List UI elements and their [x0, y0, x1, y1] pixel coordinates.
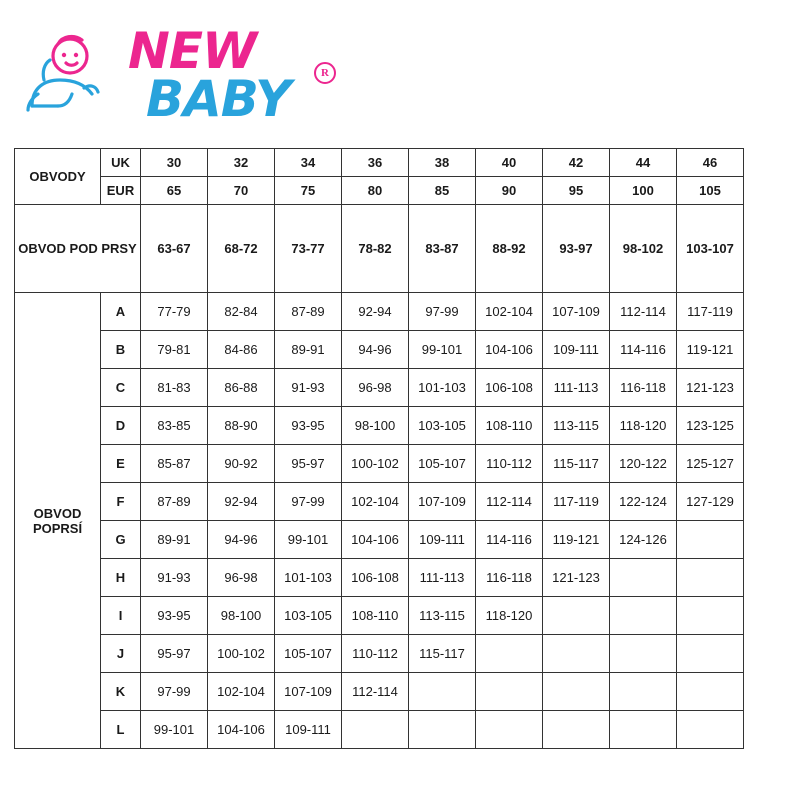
bust-measure-cell: 94-96: [342, 331, 409, 369]
bust-measure-cell: 83-85: [141, 407, 208, 445]
bust-measure-cell: 96-98: [208, 559, 275, 597]
brand-wordmark: [118, 22, 348, 132]
bust-measure-cell: 97-99: [275, 483, 342, 521]
bust-measure-cell: 117-119: [677, 293, 744, 331]
table-row-cup: [15, 711, 744, 749]
uk-size-header: 32: [208, 149, 275, 177]
bust-measure-cell: 123-125: [677, 407, 744, 445]
under-bust-value: 93-97: [543, 205, 610, 293]
empty-cell: [610, 673, 677, 711]
unit-label-uk: UK: [101, 149, 141, 177]
bust-measure-cell: 124-126: [610, 521, 677, 559]
bust-measure-cell: 91-93: [141, 559, 208, 597]
bust-measure-cell: 86-88: [208, 369, 275, 407]
bust-measure-cell: 112-114: [610, 293, 677, 331]
eur-size-header: 100: [610, 177, 677, 205]
bust-measure-cell: 112-114: [342, 673, 409, 711]
bust-measure-cell: 117-119: [543, 483, 610, 521]
bust-measure-cell: 81-83: [141, 369, 208, 407]
bust-measure-cell: 89-91: [141, 521, 208, 559]
eur-size-header: 75: [275, 177, 342, 205]
bust-measure-cell: 99-101: [141, 711, 208, 749]
bust-measure-cell: 101-103: [409, 369, 476, 407]
bust-measure-cell: 104-106: [342, 521, 409, 559]
bust-measure-cell: 87-89: [141, 483, 208, 521]
under-bust-value: 68-72: [208, 205, 275, 293]
bust-measure-cell: 118-120: [476, 597, 543, 635]
bust-measure-cell: 119-121: [677, 331, 744, 369]
table-row-under-bust: [15, 205, 744, 293]
bra-size-table: [14, 148, 744, 749]
bust-measure-cell: 98-100: [208, 597, 275, 635]
brand-word-baby: BABY: [146, 70, 291, 128]
cup-letter: B: [101, 331, 141, 369]
table-row-uk: [15, 149, 744, 177]
table-row-cup: [15, 483, 744, 521]
bust-measure-cell: 100-102: [208, 635, 275, 673]
bust-measure-cell: 102-104: [208, 673, 275, 711]
cup-letter: I: [101, 597, 141, 635]
empty-cell: [476, 673, 543, 711]
empty-cell: [610, 597, 677, 635]
bust-measure-cell: 113-115: [543, 407, 610, 445]
eur-size-header: 65: [141, 177, 208, 205]
bust-measure-cell: 100-102: [342, 445, 409, 483]
eur-size-header: 80: [342, 177, 409, 205]
bust-measure-cell: 92-94: [208, 483, 275, 521]
cup-letter: H: [101, 559, 141, 597]
bust-measure-cell: 87-89: [275, 293, 342, 331]
bust-measure-cell: 103-105: [275, 597, 342, 635]
bust-measure-cell: 93-95: [275, 407, 342, 445]
empty-cell: [543, 673, 610, 711]
empty-cell: [677, 597, 744, 635]
under-bust-value: 103-107: [677, 205, 744, 293]
bust-measure-cell: 102-104: [476, 293, 543, 331]
bust-measure-cell: 109-111: [543, 331, 610, 369]
baby-crawling-icon: [14, 28, 114, 128]
bust-measure-cell: 112-114: [476, 483, 543, 521]
bust-measure-cell: 127-129: [677, 483, 744, 521]
table-row-cup: [15, 673, 744, 711]
bust-measure-cell: 121-123: [677, 369, 744, 407]
bust-measure-cell: 94-96: [208, 521, 275, 559]
bust-measure-cell: 101-103: [275, 559, 342, 597]
cup-letter: E: [101, 445, 141, 483]
table-row-cup: [15, 521, 744, 559]
under-bust-value: 98-102: [610, 205, 677, 293]
eur-size-header: 95: [543, 177, 610, 205]
cup-letter: F: [101, 483, 141, 521]
bust-measure-cell: 125-127: [677, 445, 744, 483]
empty-cell: [543, 635, 610, 673]
bust-measure-cell: 108-110: [342, 597, 409, 635]
empty-cell: [677, 521, 744, 559]
bust-measure-cell: 121-123: [543, 559, 610, 597]
bust-measure-cell: 91-93: [275, 369, 342, 407]
uk-size-header: 42: [543, 149, 610, 177]
table-row-cup: [15, 293, 744, 331]
under-bust-value: 63-67: [141, 205, 208, 293]
bust-measure-cell: 99-101: [409, 331, 476, 369]
empty-cell: [543, 711, 610, 749]
uk-size-header: 36: [342, 149, 409, 177]
bust-measure-cell: 107-109: [275, 673, 342, 711]
table-row-cup: [15, 331, 744, 369]
bust-measure-cell: 98-100: [342, 407, 409, 445]
table-row-eur: [15, 177, 744, 205]
empty-cell: [677, 635, 744, 673]
unit-label-eur: EUR: [101, 177, 141, 205]
bust-measure-cell: 105-107: [275, 635, 342, 673]
bust-measure-cell: 105-107: [409, 445, 476, 483]
bust-measure-cell: 115-117: [409, 635, 476, 673]
bust-measure-cell: 104-106: [476, 331, 543, 369]
empty-cell: [476, 635, 543, 673]
cup-letter: C: [101, 369, 141, 407]
bust-measure-cell: 99-101: [275, 521, 342, 559]
row-label-under-bust: OBVOD POD PRSY: [15, 205, 141, 293]
bust-measure-cell: 109-111: [275, 711, 342, 749]
bust-measure-cell: 89-91: [275, 331, 342, 369]
row-label-obvody: OBVODY: [15, 149, 101, 205]
uk-size-header: 30: [141, 149, 208, 177]
empty-cell: [409, 673, 476, 711]
bust-measure-cell: 114-116: [476, 521, 543, 559]
eur-size-header: 70: [208, 177, 275, 205]
bust-measure-cell: 90-92: [208, 445, 275, 483]
bust-measure-cell: 113-115: [409, 597, 476, 635]
bust-measure-cell: 110-112: [476, 445, 543, 483]
cup-letter: G: [101, 521, 141, 559]
bust-measure-cell: 79-81: [141, 331, 208, 369]
bust-measure-cell: 96-98: [342, 369, 409, 407]
uk-size-header: 44: [610, 149, 677, 177]
eur-size-header: 85: [409, 177, 476, 205]
eur-size-header: 90: [476, 177, 543, 205]
empty-cell: [677, 711, 744, 749]
bust-measure-cell: 82-84: [208, 293, 275, 331]
cup-letter: A: [101, 293, 141, 331]
bust-measure-cell: 102-104: [342, 483, 409, 521]
empty-cell: [476, 711, 543, 749]
uk-size-header: 46: [677, 149, 744, 177]
bust-measure-cell: 85-87: [141, 445, 208, 483]
bust-measure-cell: 111-113: [543, 369, 610, 407]
brand-word-new: NEW: [128, 22, 257, 80]
bust-measure-cell: 118-120: [610, 407, 677, 445]
bust-measure-cell: 111-113: [409, 559, 476, 597]
bust-measure-cell: 104-106: [208, 711, 275, 749]
bust-measure-cell: 120-122: [610, 445, 677, 483]
under-bust-value: 88-92: [476, 205, 543, 293]
bust-measure-cell: 97-99: [409, 293, 476, 331]
empty-cell: [610, 559, 677, 597]
registered-trademark-icon: R: [314, 62, 336, 84]
cup-letter: D: [101, 407, 141, 445]
uk-size-header: 40: [476, 149, 543, 177]
empty-cell: [342, 711, 409, 749]
bust-measure-cell: 106-108: [476, 369, 543, 407]
table-row-cup: [15, 635, 744, 673]
empty-cell: [677, 673, 744, 711]
table-row-cup: [15, 559, 744, 597]
uk-size-header: 38: [409, 149, 476, 177]
bust-measure-cell: 107-109: [543, 293, 610, 331]
bust-measure-cell: 93-95: [141, 597, 208, 635]
bust-measure-cell: 88-90: [208, 407, 275, 445]
table-row-cup: [15, 369, 744, 407]
empty-cell: [610, 711, 677, 749]
under-bust-value: 83-87: [409, 205, 476, 293]
bra-size-table-container: [14, 148, 744, 749]
row-label-bust: OBVOD POPRSÍ: [15, 293, 101, 749]
empty-cell: [610, 635, 677, 673]
table-row-cup: [15, 407, 744, 445]
cup-letter: K: [101, 673, 141, 711]
bust-measure-cell: 108-110: [476, 407, 543, 445]
cup-letter: L: [101, 711, 141, 749]
empty-cell: [543, 597, 610, 635]
bust-measure-cell: 97-99: [141, 673, 208, 711]
bust-measure-cell: 122-124: [610, 483, 677, 521]
bust-measure-cell: 84-86: [208, 331, 275, 369]
brand-logo: [14, 22, 344, 132]
bust-measure-cell: 110-112: [342, 635, 409, 673]
empty-cell: [677, 559, 744, 597]
table-row-cup: [15, 445, 744, 483]
under-bust-value: 78-82: [342, 205, 409, 293]
bust-measure-cell: 106-108: [342, 559, 409, 597]
bust-measure-cell: 92-94: [342, 293, 409, 331]
bust-measure-cell: 114-116: [610, 331, 677, 369]
bust-measure-cell: 95-97: [275, 445, 342, 483]
under-bust-value: 73-77: [275, 205, 342, 293]
bust-measure-cell: 103-105: [409, 407, 476, 445]
table-row-cup: [15, 597, 744, 635]
cup-letter: J: [101, 635, 141, 673]
bust-measure-cell: 116-118: [610, 369, 677, 407]
empty-cell: [409, 711, 476, 749]
bust-measure-cell: 95-97: [141, 635, 208, 673]
bust-measure-cell: 77-79: [141, 293, 208, 331]
bust-measure-cell: 107-109: [409, 483, 476, 521]
uk-size-header: 34: [275, 149, 342, 177]
bust-measure-cell: 115-117: [543, 445, 610, 483]
bust-measure-cell: 109-111: [409, 521, 476, 559]
bust-measure-cell: 119-121: [543, 521, 610, 559]
eur-size-header: 105: [677, 177, 744, 205]
bust-measure-cell: 116-118: [476, 559, 543, 597]
